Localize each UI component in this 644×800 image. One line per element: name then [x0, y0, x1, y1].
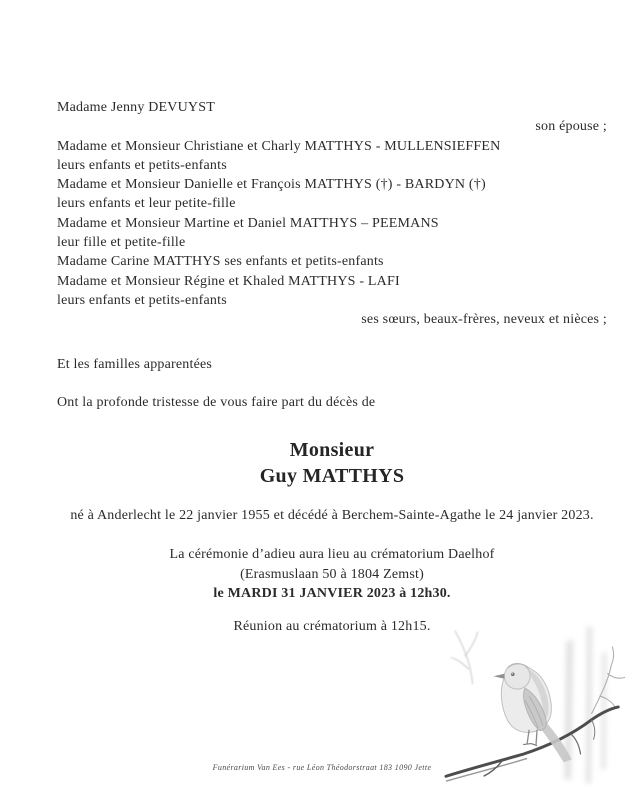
families-line: Et les familles apparentées: [57, 357, 213, 372]
ceremony-block: [57, 545, 607, 604]
ceremony-datetime-line: le MARDI 31 JANVIER 2023 à 12h30.: [213, 586, 451, 601]
ceremony-address-line: (Erasmuslaan 50 à 1804 Zemst): [240, 566, 424, 582]
relatives-list: [57, 98, 607, 330]
meeting-line: Réunion au crématorium à 12h15.: [233, 619, 431, 634]
relation-label-spouse: son épouse ;: [535, 119, 607, 135]
relative-line: Madame et Monsieur Martine et Daniel MATTHYS – PEEMANS: [57, 215, 439, 231]
funeral-home-footer: Funérarium Van Ees - rue Léon Théodorstraat 183 1090 Jette: [212, 763, 432, 772]
relative-line: leurs enfants et petits-enfants: [57, 292, 227, 308]
relative-line: Madame et Monsieur Régine et Khaled MATTHYS - LAFI: [57, 273, 400, 289]
relative-line: leurs enfants et leur petite-fille: [57, 196, 236, 212]
relative-line: Madame Carine MATTHYS ses enfants et petits-enfants: [57, 254, 384, 270]
deceased-title: Monsieur: [289, 439, 375, 461]
relative-line: Madame et Monsieur Christiane et Charly MATTHYS - MULLENSIEFFEN: [57, 138, 501, 154]
relative-line: leur fille et petite-fille: [57, 235, 186, 251]
relative-line: leurs enfants et petits-enfants: [57, 157, 227, 173]
intro-line: Ont la profonde tristesse de vous faire part du décès de: [57, 395, 376, 410]
deceased-block: [57, 437, 607, 489]
deceased-name: Guy MATTHYS: [259, 465, 405, 487]
relation-label-siblings: ses sœurs, beaux-frères, neveux et nièces ;: [361, 312, 607, 328]
relative-line: Madame et Monsieur Danielle et François MATTHYS (†) - BARDYN (†): [57, 177, 486, 193]
relative-line: Madame Jenny DEVUYST: [57, 100, 215, 115]
ceremony-location-line: La cérémonie d’adieu aura lieu au crématorium Daelhof: [169, 547, 495, 562]
birth-death-line: né à Anderlecht le 22 janvier 1955 et décédé à Berchem-Sainte-Agathe le 24 janvier 2023.: [70, 508, 594, 523]
